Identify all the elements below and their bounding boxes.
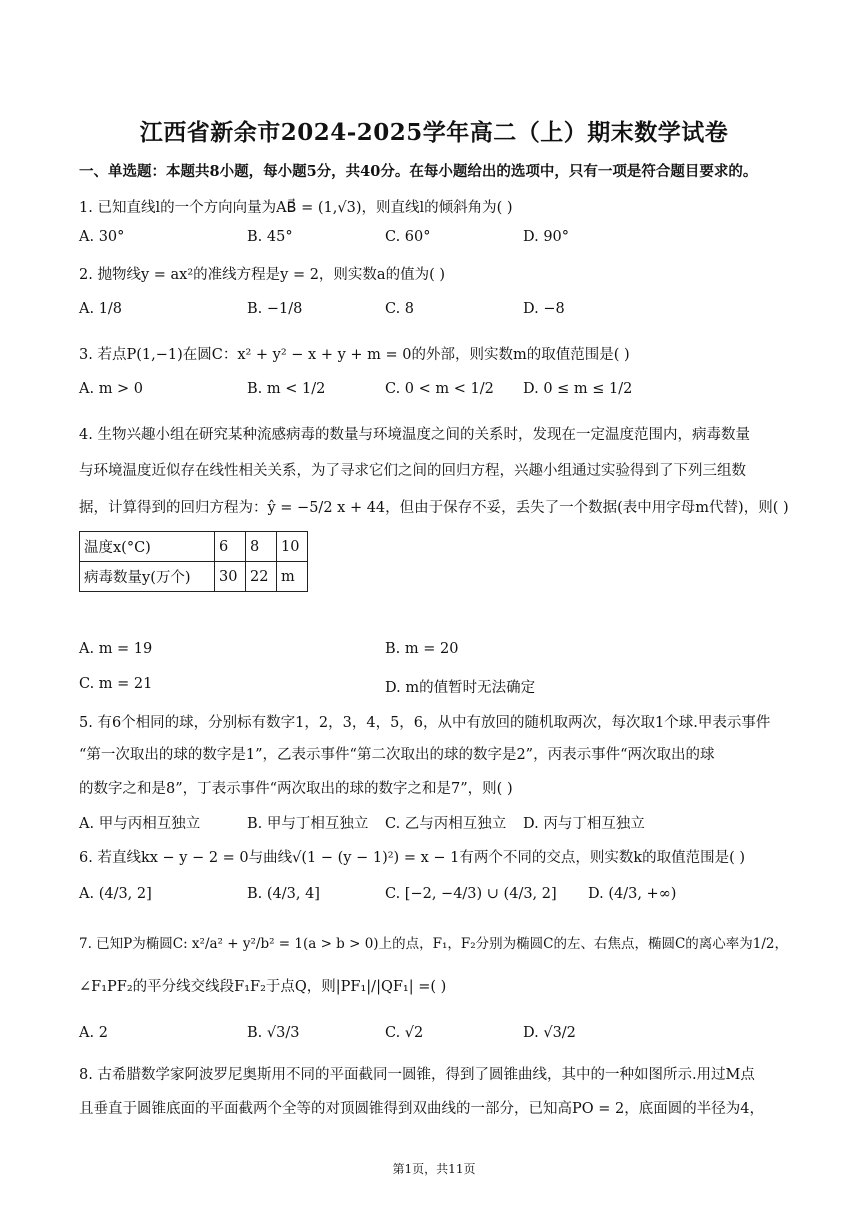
table-cell: m <box>277 562 308 592</box>
q3-option-a: A. m > 0 <box>79 381 144 397</box>
table-row <box>80 532 308 562</box>
q6-option-a: A. (4/3, 2] <box>79 886 152 902</box>
question-5-line-2: “第一次取出的球的数字是1”，乙表示事件“第二次取出的球的数字是2”，丙表示事件“两次取出的球 <box>79 747 715 763</box>
q2-option-b: B. −1/8 <box>247 301 303 317</box>
q4-option-b: B. m = 20 <box>385 641 459 657</box>
q3-option-d: D. 0 ≤ m ≤ 1/2 <box>523 381 633 397</box>
q1-option-c: C. 60° <box>385 229 431 245</box>
question-3-stem: 3. 若点P(1,−1)在圆C：x² + y² − x + y + m = 0的外部，则实数m的取值范围是( ) <box>79 347 630 363</box>
question-5-line-1: 5. 有6个相同的球，分别标有数字1，2，3，4，5，6，从中有放回的随机取两次，每次取1个球.甲表示事件 <box>79 715 771 731</box>
question-1-stem: 1. 已知直线l的一个方向向量为AB⃗ = (1,√3)，则直线l的倾斜角为( ) <box>79 200 513 216</box>
q3-option-b: B. m < 1/2 <box>247 381 326 397</box>
q4-option-a: A. m = 19 <box>79 641 153 657</box>
table-cell: 22 <box>246 562 277 592</box>
table-cell: 温度x(°C) <box>80 532 215 562</box>
q6-option-b: B. (4/3, 4] <box>247 886 320 902</box>
question-8-line-2: 且垂直于圆锥底面的平面截两个全等的对顶圆锥得到双曲线的一部分，已知高PO = 2，底面圆的半径为4， <box>79 1101 764 1117</box>
q2-option-d: D. −8 <box>523 301 565 317</box>
question-7-line-1: 7. 已知P为椭圆C: x²/a² + y²/b² = 1(a > b > 0)上的点，F₁，F₂分别为椭圆C的左、右焦点，椭圆C的离心率为1/2， <box>79 936 789 952</box>
page-title: 江西省新余市2024-2025学年高二（上）期末数学试卷 <box>139 119 729 146</box>
table-cell: 30 <box>215 562 246 592</box>
q5-option-d: D. 丙与丁相互独立 <box>523 816 645 832</box>
q1-option-a: A. 30° <box>79 229 125 245</box>
question-5-line-3: 的数字之和是8”，丁表示事件“两次取出的球的数字之和是7”，则( ) <box>79 781 513 797</box>
q1-option-d: D. 90° <box>523 229 570 245</box>
q1-option-b: B. 45° <box>247 229 293 245</box>
question-4-line-1: 4. 生物兴趣小组在研究某种流感病毒的数量与环境温度之间的关系时，发现在一定温度范围内，病毒数量 <box>79 427 750 443</box>
table-row <box>80 562 308 592</box>
question-6-stem: 6. 若直线kx − y − 2 = 0与曲线√(1 − (y − 1)²) = x − 1有两个不同的交点，则实数k的取值范围是( ) <box>79 850 746 866</box>
table-cell: 10 <box>277 532 308 562</box>
table-cell: 病毒数量y(万个) <box>80 562 215 592</box>
q7-option-b: B. √3/3 <box>247 1025 300 1041</box>
q7-option-d: D. √3/2 <box>523 1025 576 1041</box>
table-cell: 8 <box>246 532 277 562</box>
q2-option-a: A. 1/8 <box>79 301 123 317</box>
q4-option-d: D. m的值暂时无法确定 <box>385 680 536 696</box>
q2-option-c: C. 8 <box>385 301 415 317</box>
q7-option-a: A. 2 <box>79 1025 108 1041</box>
question-2-stem: 2. 抛物线y = ax²的准线方程是y = 2，则实数a的值为( ) <box>79 267 445 283</box>
data-table <box>79 531 308 592</box>
q3-option-c: C. 0 < m < 1/2 <box>385 381 494 397</box>
q7-option-c: C. √2 <box>385 1025 424 1041</box>
table-cell: 6 <box>215 532 246 562</box>
question-4-line-3: 据，计算得到的回归方程为：ŷ = −5/2 x + 44，但由于保存不妥，丢失了一个数据(表中用字母m代替)，则( ) <box>79 500 789 516</box>
q5-option-b: B. 甲与丁相互独立 <box>247 816 369 832</box>
page-footer: 第1页，共11页 <box>392 1162 476 1176</box>
question-8-line-1: 8. 古希腊数学家阿波罗尼奥斯用不同的平面截同一圆锥，得到了圆锥曲线，其中的一种如图所示.用过M点 <box>79 1067 755 1083</box>
q5-option-c: C. 乙与丙相互独立 <box>385 816 507 832</box>
q5-option-a: A. 甲与丙相互独立 <box>79 816 201 832</box>
q6-option-d: D. (4/3, +∞) <box>588 886 677 902</box>
q4-option-c: C. m = 21 <box>79 676 153 692</box>
question-4-line-2: 与环境温度近似存在线性相关关系，为了寻求它们之间的回归方程，兴趣小组通过实验得到了下列三组数 <box>79 463 746 479</box>
question-7-line-2: ∠F₁PF₂的平分线交线段F₁F₂于点Q，则|PF₁|/|QF₁| =( ) <box>79 979 447 995</box>
q6-option-c: C. [−2, −4/3) ∪ (4/3, 2] <box>385 886 557 902</box>
section-heading: 一、单选题：本题共8小题，每小题5分，共40分。在每小题给出的选项中，只有一项是符合题目要求的。 <box>79 163 758 180</box>
